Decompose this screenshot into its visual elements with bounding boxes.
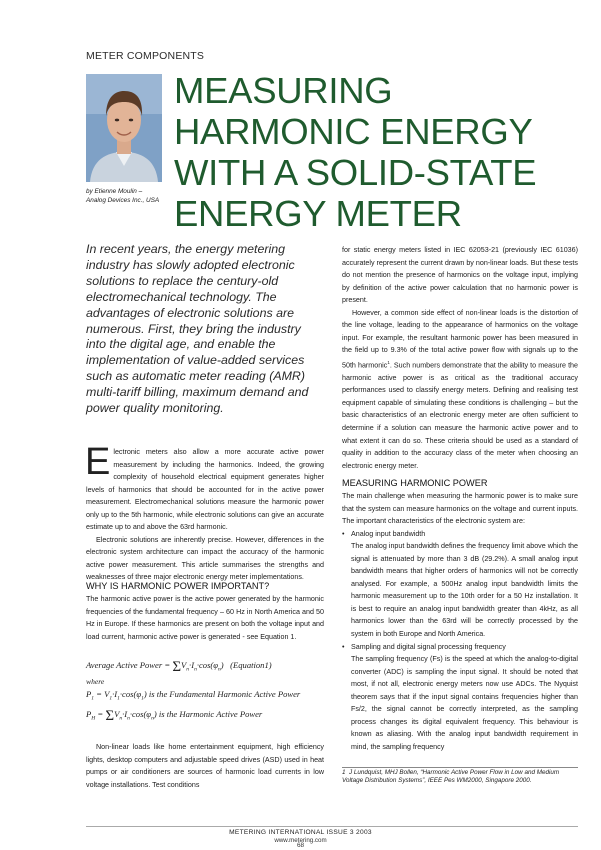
equation-3: $P_H = \Sigma V_n\cdot I_n\cdot\cos(\varphi_n)$ is the Harmonic Active Power (86, 708, 263, 724)
section-heading: WHY IS HARMONIC POWER IMPORTANT? (86, 581, 270, 591)
footnote-ref: 1 (387, 359, 390, 365)
equation-lhs: Average Active Power = (86, 660, 171, 670)
title-line: ENERGY METER (174, 193, 462, 234)
byline (86, 188, 171, 205)
right-column-body (342, 490, 578, 753)
bullet-title: Sampling and digital signal processing frequency (351, 642, 506, 651)
equation-3-text: is the Harmonic Active Power (158, 709, 263, 719)
bullet-title: Analog input bandwidth (351, 529, 426, 538)
article-title (174, 70, 574, 234)
body-paragraph: for static energy meters listed in IEC 62053-21 (previously IEC 61036) accurately represent the current drawn by non-linear loads. But these tests do not mention the presence of harmonics on the voltage input, implying by definition of the active power calculation that no harmonic power is present. (342, 246, 578, 305)
equation-2-text: is the Fundamental Harmonic Active Power (148, 689, 301, 699)
equation-tag: (Equation1) (230, 660, 272, 670)
left-column-end (86, 741, 324, 791)
title-line: MEASURING (174, 70, 393, 111)
section-label: METER COMPONENTS (86, 50, 205, 62)
bullet-dot-icon: • (342, 642, 345, 651)
paragraph-text: However, a common side effect of non-linear loads is the distortion of the line voltage, leading to the appearance of harmonics on the voltage input. For example, the resultant harmonic power has been measured in the field up to 9.3% of the total active power flow with signals up to the 50th harmonic (342, 308, 578, 370)
section-heading: MEASURING HARMONIC POWER (342, 478, 488, 488)
bullet-paragraph: The sampling frequency (Fs) is the speed at which the analog-to-digital converter (ADC) is sampling the input signal. It should be noted that most, if not all, electronic energy meters now use ADCs. The Nyquist theorem says that if the input signal contains frequencies higher than Fs/2, the signal cannot be correctly interpreted, as the sampling process changes its digital equivalent frequency. This behaviour is known as aliasing. With the analog input bandwidth requirement in mind, the sampling frequency (351, 655, 578, 751)
footer-website: www.metering.com (274, 837, 327, 844)
footer-publication: METERING INTERNATIONAL ISSUE 3 2003 (229, 829, 372, 836)
right-column (342, 244, 578, 472)
bullet-item (342, 528, 578, 541)
intro-paragraph: In recent years, the energy metering industry has slowly adopted electronic solutions to replace the century-old electromechanical technology. The advantages of electronic solutions are numerous. First, they bring the industry into the digital age, and enable the implementation of value-added services such as automatic meter reading (AMR) multi-tariff billing, maximum demand and power quality monitoring. (86, 242, 309, 416)
body-paragraph: Electronic solutions are inherently precise. However, differences in the electronic system architecture can impact the accuracy of the harmonic active power measurement. This article summarises the strengths and weaknesses of three major electronic energy meter implementations. (86, 535, 324, 582)
equation-where: where (86, 677, 105, 686)
page-number: 68 (296, 842, 305, 849)
title-line: WITH A SOLID-STATE (174, 152, 537, 193)
drop-cap: E (85, 441, 111, 483)
author-portrait-image (86, 74, 162, 182)
bullet-dot-icon: • (342, 529, 345, 538)
bullet-item (342, 641, 578, 654)
body-paragraph: The main challenge when measuring the harmonic power is to make sure that the system can measure harmonics on the voltage and current inputs. The important characteristics of the electronic system are: (342, 492, 578, 526)
footnote-number: 1 (342, 769, 346, 776)
byline-author: by Etienne Moulin – (86, 188, 143, 195)
footer-divider (86, 826, 578, 827)
footnote-divider (342, 767, 578, 768)
footnote-text: J Lundquist, MHJ Bollen, “Harmonic Active Power Flow in Low and Medium Voltage Distribution Systems”, IEEE Pes WM2000, Singapore 2000. (342, 769, 560, 785)
title-line: HARMONIC ENERGY (174, 111, 533, 152)
body-paragraph: Non-linear loads like home entertainment equipment, high efficiency lights, desktop computers and adjustable speed drives (ASD) used in heat pumps or air conditioners are sources of harmonic load currents in low voltage installations. Test conditions (86, 743, 324, 789)
left-column (85, 441, 324, 584)
left-column-body (86, 593, 324, 643)
bullet-paragraph: The analog input bandwidth defines the frequency limit above which the signal is attenuated by more than 3 dB (29.2%). A small analog input bandwidth means that higher orders of harmonics will not be correctly analysed. For example, a 500Hz analog input bandwidth limits the harmonic measurement up to the 10th order for a 50 Hz installation. It is best to require an analog input bandwidth greater than 4kHz, as all harmonics lower than the 63rd will be correctly processed by the system in both Europe and North America. (351, 542, 578, 639)
body-paragraph (85, 441, 324, 534)
paragraph-text: . Such numbers demonstrate that the ability to measure the harmonic active power is as critical as the traditional accuracy performances used to classify energy meters. Defining and realising test equipment capable of simulating these conditions is challenging – but the basic characteristics of an electronic energy meter are often sufficient to determine if a solution can measure the harmonic active power and to what extent it can do so. These criteria should be used as a standard of quality in addition to the accuracy class of the meter when choosing an electronic energy meter. (342, 361, 578, 470)
body-paragraph (342, 307, 578, 472)
byline-affiliation: Analog Devices Inc., USA (86, 196, 160, 204)
equation-2: $P_1 = V_1\cdot I_1\cdot\cos(\varphi_1)$ is the Fundamental Harmonic Active Power (86, 689, 301, 702)
author-photo (86, 74, 162, 182)
equation-1: Average Active Power = $\Sigma V_n\cdot I_n\cdot\cos(\varphi_n)$ (Equation1) (86, 659, 272, 675)
body-paragraph: The harmonic active power is the active power generated by the harmonic frequencies of the fundamental frequency – 60 Hz in North America and 50 Hz in Europe. If these harmonics are present on both the voltage input and load current, harmonic active power is generated - see Equation 1. (86, 595, 324, 641)
paragraph-text: lectronic meters also allow a more accurate active power measurement by including the harmonics. Indeed, the growing complexity of household electrical equipment generates higher levels of harmonics that should be accounted for in the active power measurement. Electromechanical solutions measure the harmonic power only up to the 5th harmonic, while electronic solutions can give an accurate estimate up to and above the 63rd harmonic. (86, 448, 324, 532)
footnote (342, 769, 578, 786)
